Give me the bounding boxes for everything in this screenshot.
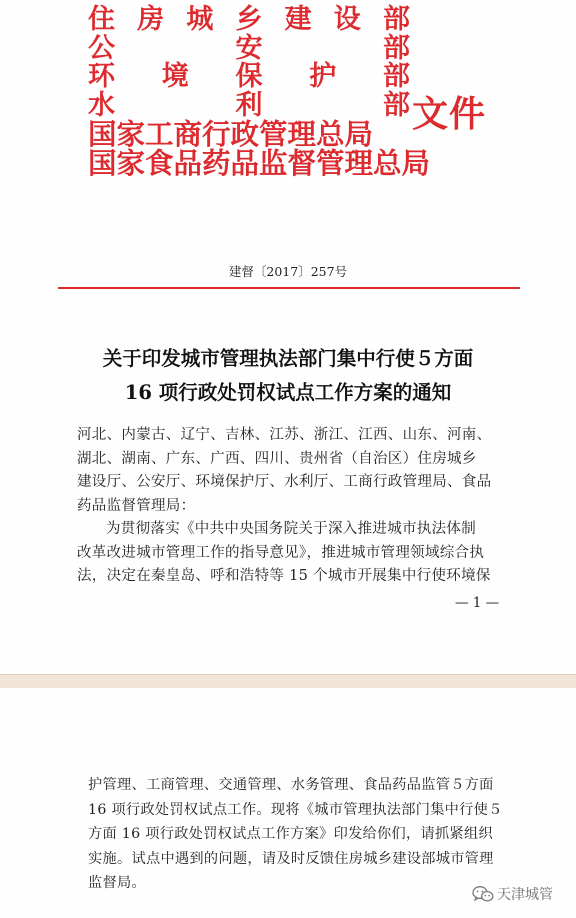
addressee-line: 河北、内蒙古、辽宁、吉林、江苏、浙江、江西、山东、河南、	[77, 427, 492, 443]
body-paragraph-2	[88, 773, 518, 896]
paragraph-line: 护管理、工商管理、交通管理、水务管理、食品药品监管５方面	[88, 777, 494, 793]
issuer-char: 公	[88, 32, 115, 64]
addressees	[77, 424, 529, 518]
issuer-char: 利	[235, 89, 263, 121]
issuer-char: 保	[235, 61, 263, 92]
watermark	[472, 884, 553, 904]
addressee-line: 建设厅、公安厅、环境保护厅、水利厅、工商行政管理局、食品	[77, 474, 492, 490]
issuer-line-1	[88, 6, 410, 35]
issuer-char: 住	[88, 4, 115, 35]
paragraph-line: 法，决定在秦皇岛、呼和浩特等 15 个城市开展集中行使环境保	[77, 568, 491, 584]
issuer-char: 房	[137, 4, 165, 35]
paragraph-line: 监督局。	[88, 875, 146, 891]
paragraph-line: 为贯彻落实《中共中央国务院关于深入推进城市执法体制	[106, 521, 476, 537]
issuing-authorities	[88, 4, 431, 180]
document-title	[0, 342, 576, 410]
issuer-line-2	[88, 32, 410, 64]
issuer-line-3	[88, 63, 410, 92]
issuer-line-6: 国家食品药品监督管理总局	[88, 145, 431, 180]
body-paragraph-1	[77, 518, 529, 589]
wechat-icon	[472, 885, 494, 903]
paragraph-line: 方面 16 项行政处罚权试点工作方案》印发给你们，请抓紧组织	[88, 826, 493, 842]
issuer-char: 设	[333, 4, 361, 35]
paragraph-line: 实施。试点中遇到的问题，请及时反馈住房城乡建设部城市管理	[88, 850, 494, 867]
issuer-char: 部	[383, 61, 410, 92]
issuer-char: 境	[161, 61, 189, 92]
issuer-line-5: 国家工商行政管理总局	[88, 117, 374, 151]
issuer-char: 护	[309, 61, 337, 92]
title-line-2: 16 项行政处罚权试点工作方案的通知	[124, 381, 452, 404]
page-number: — 1 —	[455, 595, 500, 611]
issuer-char: 环	[88, 61, 115, 92]
issuer-char: 部	[383, 32, 410, 64]
paragraph-line: 16 项行政处罚权试点工作。现将《城市管理执法部门集中行使５	[88, 801, 503, 818]
issuer-char: 建	[284, 4, 312, 35]
red-header-divider	[58, 287, 520, 289]
issuer-char: 乡	[235, 4, 263, 35]
watermark-text: 天津城管	[497, 887, 553, 903]
issuer-line-4	[88, 89, 410, 121]
issuer-char: 安	[235, 32, 263, 64]
issuer-char: 水	[88, 89, 115, 121]
issuer-char: 城	[186, 4, 214, 35]
addressee-line: 湖北、湖南、广东、广西、四川、贵州省（自治区）住房城乡	[77, 450, 477, 467]
document-type-label: 文件	[412, 93, 487, 135]
document-number: 建督〔2017〕257号	[228, 264, 348, 279]
issuer-char: 部	[382, 4, 410, 35]
paragraph-line: 改革改进城市管理工作的指导意见》，推进城市管理领域综合执	[77, 544, 485, 561]
addressee-line: 药品监督管理局：	[77, 497, 196, 514]
title-line-1: 关于印发城市管理执法部门集中行使５方面	[102, 347, 474, 370]
issuer-char: 部	[383, 89, 410, 121]
